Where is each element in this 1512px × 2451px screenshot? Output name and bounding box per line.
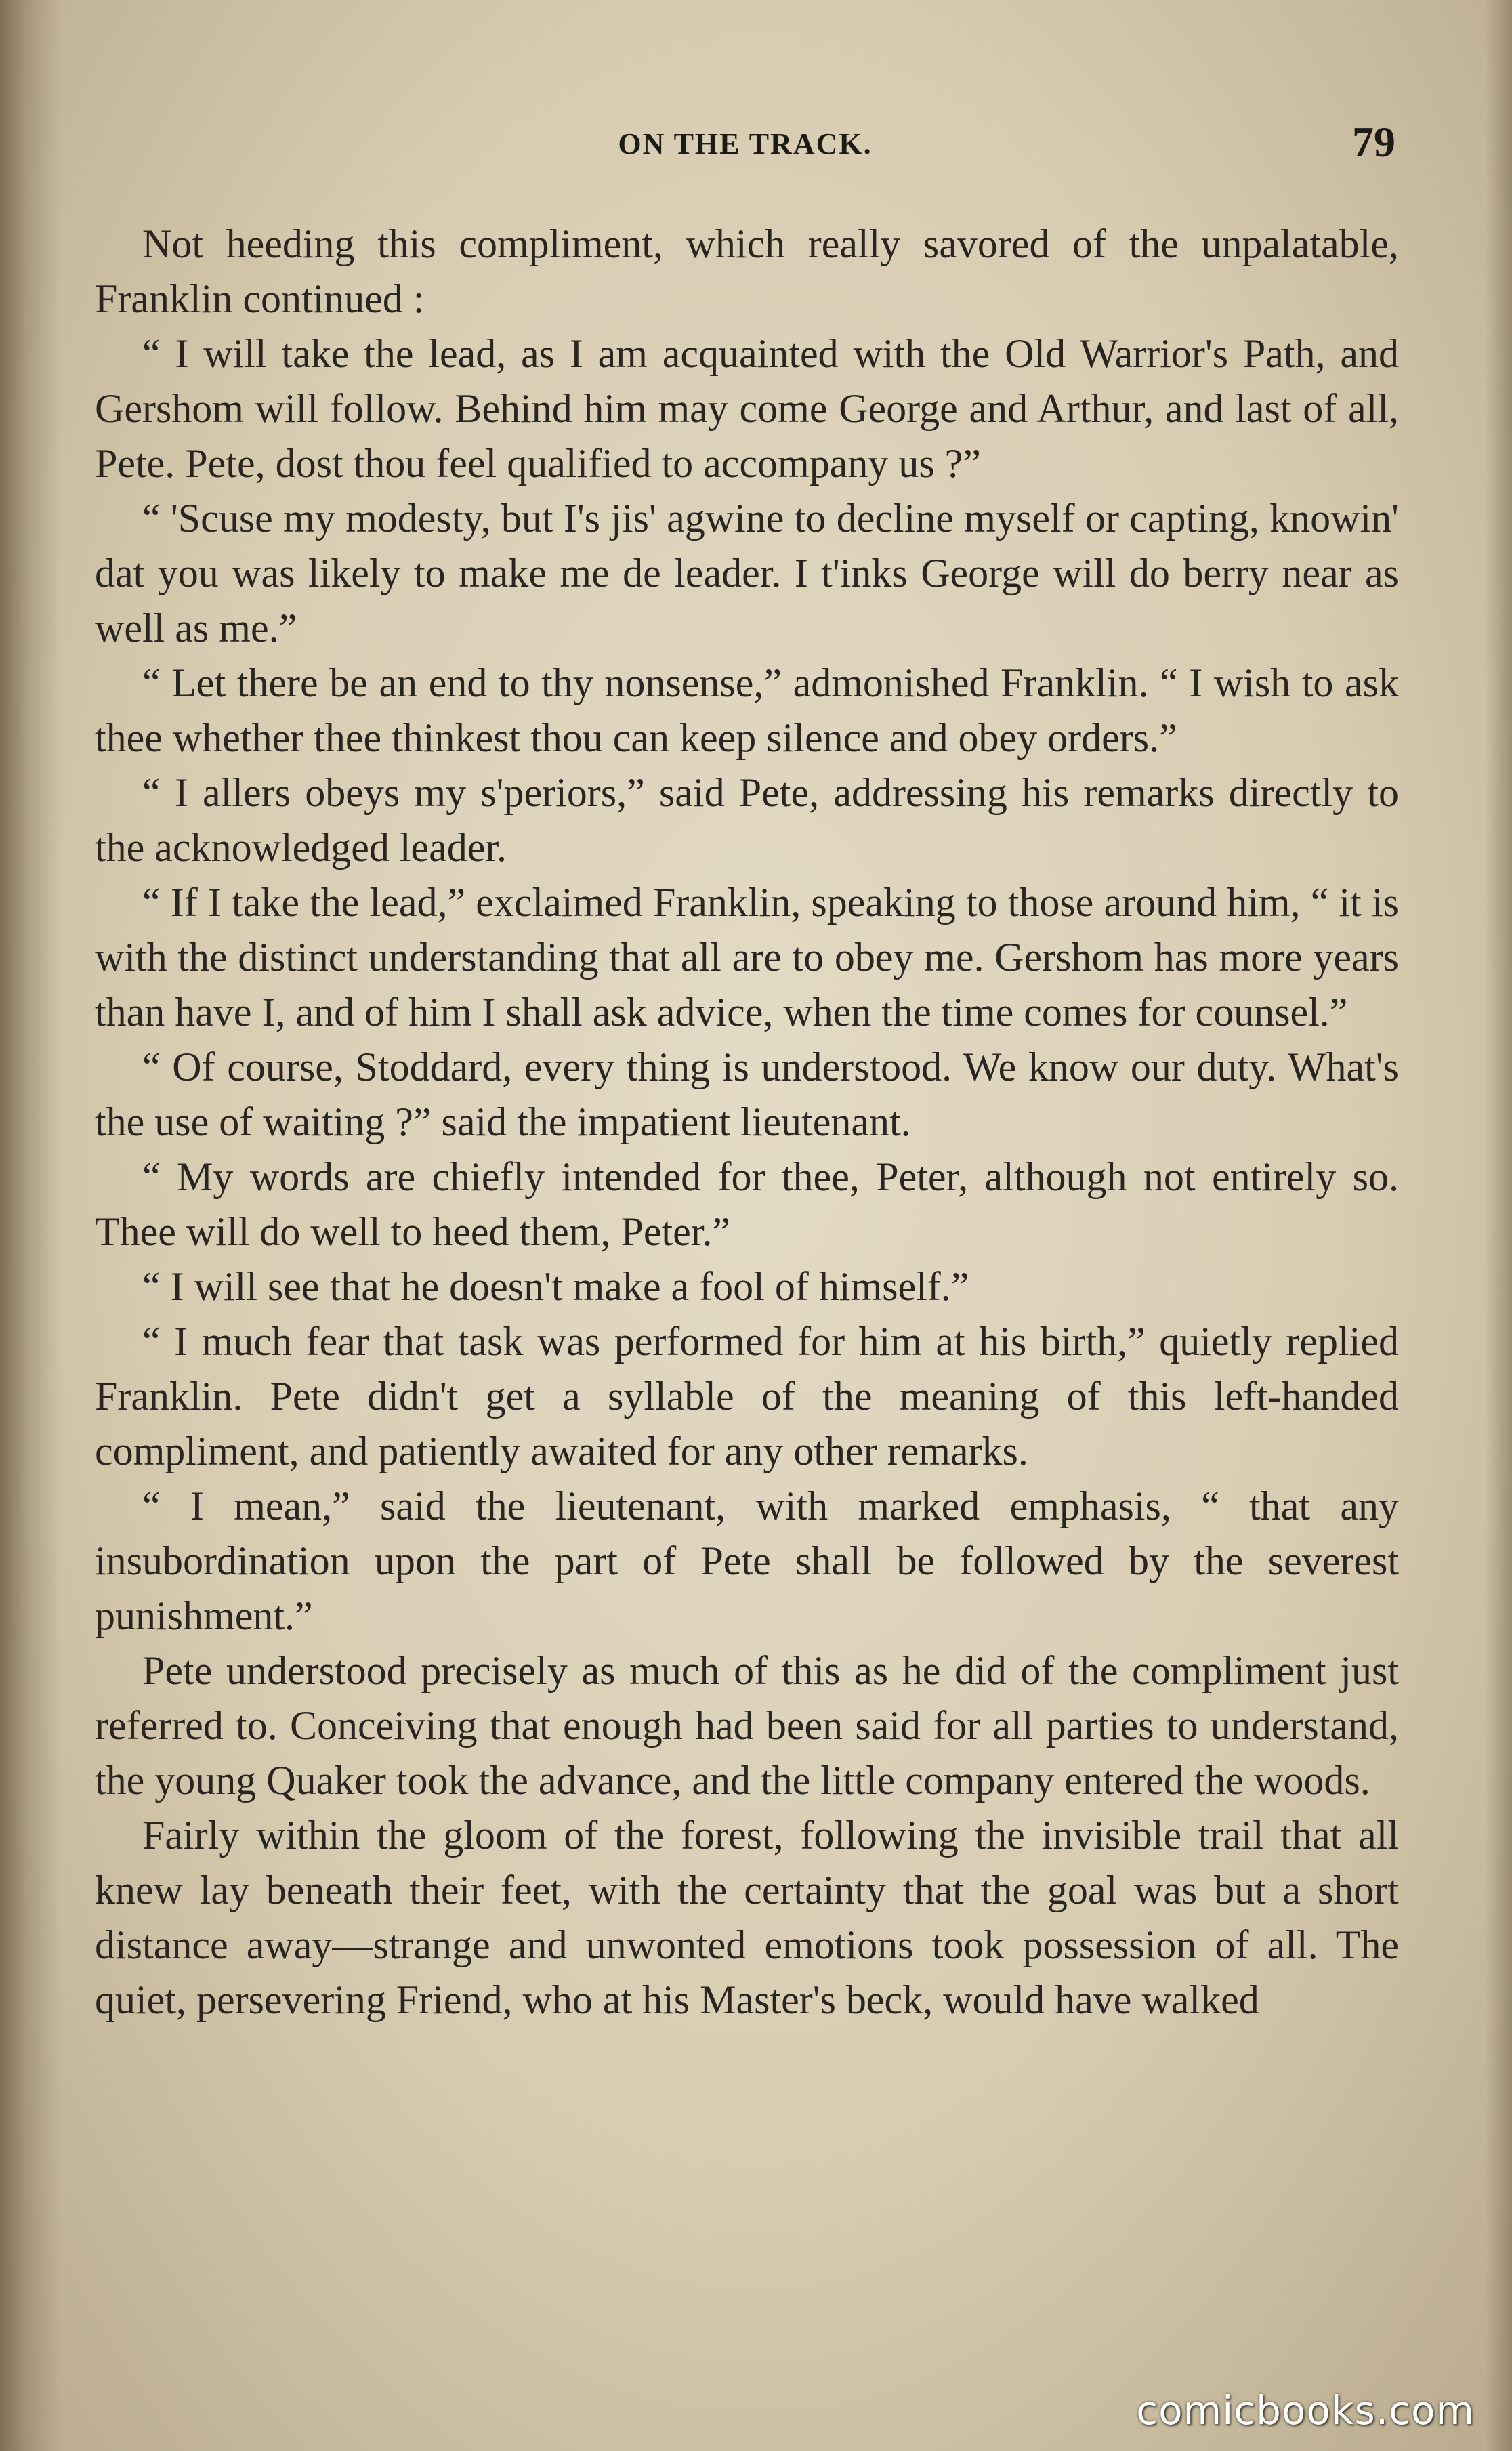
paragraph: “ I will see that he doesn't make a fool of himself.”	[142, 1264, 969, 1309]
paragraph: “ I will take the lead, as I am acquainted with the Old Warrior's Path, and Gershom will follow. Behind him may come George and Arthur, and last of all, Pete. Pete, dost thou feel qualified to accompany us ?”	[95, 331, 1399, 486]
paragraph: “ Let there be an end to thy nonsense,” admonished Franklin. “ I wish to ask thee whether thee thinkest thou can keep silence and obey orders.”	[95, 661, 1399, 760]
page-edge-shadow	[1485, 0, 1512, 2451]
paragraph: “ If I take the lead,” exclaimed Franklin, speaking to those around him, “ it is with the distinct understanding that all are to obey me. Gershom has more years than have I, and of him I shall ask advice, when the time comes for counsel.”	[95, 880, 1399, 1034]
watermark: comicbooks.com	[1136, 2387, 1475, 2433]
paragraph: “ I much fear that task was performed for him at his birth,” quietly replied Franklin. Pete didn't get a syllable of the meaning of this left-handed compliment, and patiently awaited for any other remarks.	[95, 1319, 1399, 1473]
paragraph: “ I mean,” said the lieutenant, with marked emphasis, “ that any insubordination upon the part of Pete shall be followed by the severest punishment.”	[95, 1484, 1399, 1638]
paragraph: “ Of course, Stoddard, every thing is understood. We know our duty. What's the use of waiting ?” said the impatient lieutenant.	[95, 1045, 1399, 1144]
paragraph: “ My words are chiefly intended for thee, Peter, although not entirely so. Thee will do well to heed them, Peter.”	[95, 1154, 1399, 1254]
paragraph: Pete understood precisely as much of this as he did of the compliment just referred to. Conceiving that enough had been said for all parties to understand, the young Quaker took the advance, and the little company entered the woods.	[95, 1648, 1399, 1803]
body-text	[95, 217, 1399, 2028]
spine-shadow	[0, 0, 61, 2451]
running-head: ON THE TRACK.	[618, 127, 873, 161]
paragraph: Fairly within the gloom of the forest, following the invisible trail that all knew lay beneath their feet, with the certainty that the goal was but a short distance away—strange and unwonted emotions took possession of all. The quiet, persevering Friend, who at his Master's beck, would have walked	[95, 1813, 1399, 2022]
page-header	[95, 112, 1395, 173]
paragraph: “ I allers obeys my s'periors,” said Pete, addressing his remarks directly to the acknowledged leader.	[95, 770, 1399, 870]
paragraph: Not heeding this compliment, which really savored of the unpalatable, Franklin continued :	[95, 222, 1399, 321]
page-number: 79	[1352, 118, 1395, 166]
paragraph: “ 'Scuse my modesty, but I's jis' agwine to decline myself or capting, knowin' dat you was likely to make me de leader. I t'inks George will do berry near as well as me.”	[95, 496, 1399, 650]
